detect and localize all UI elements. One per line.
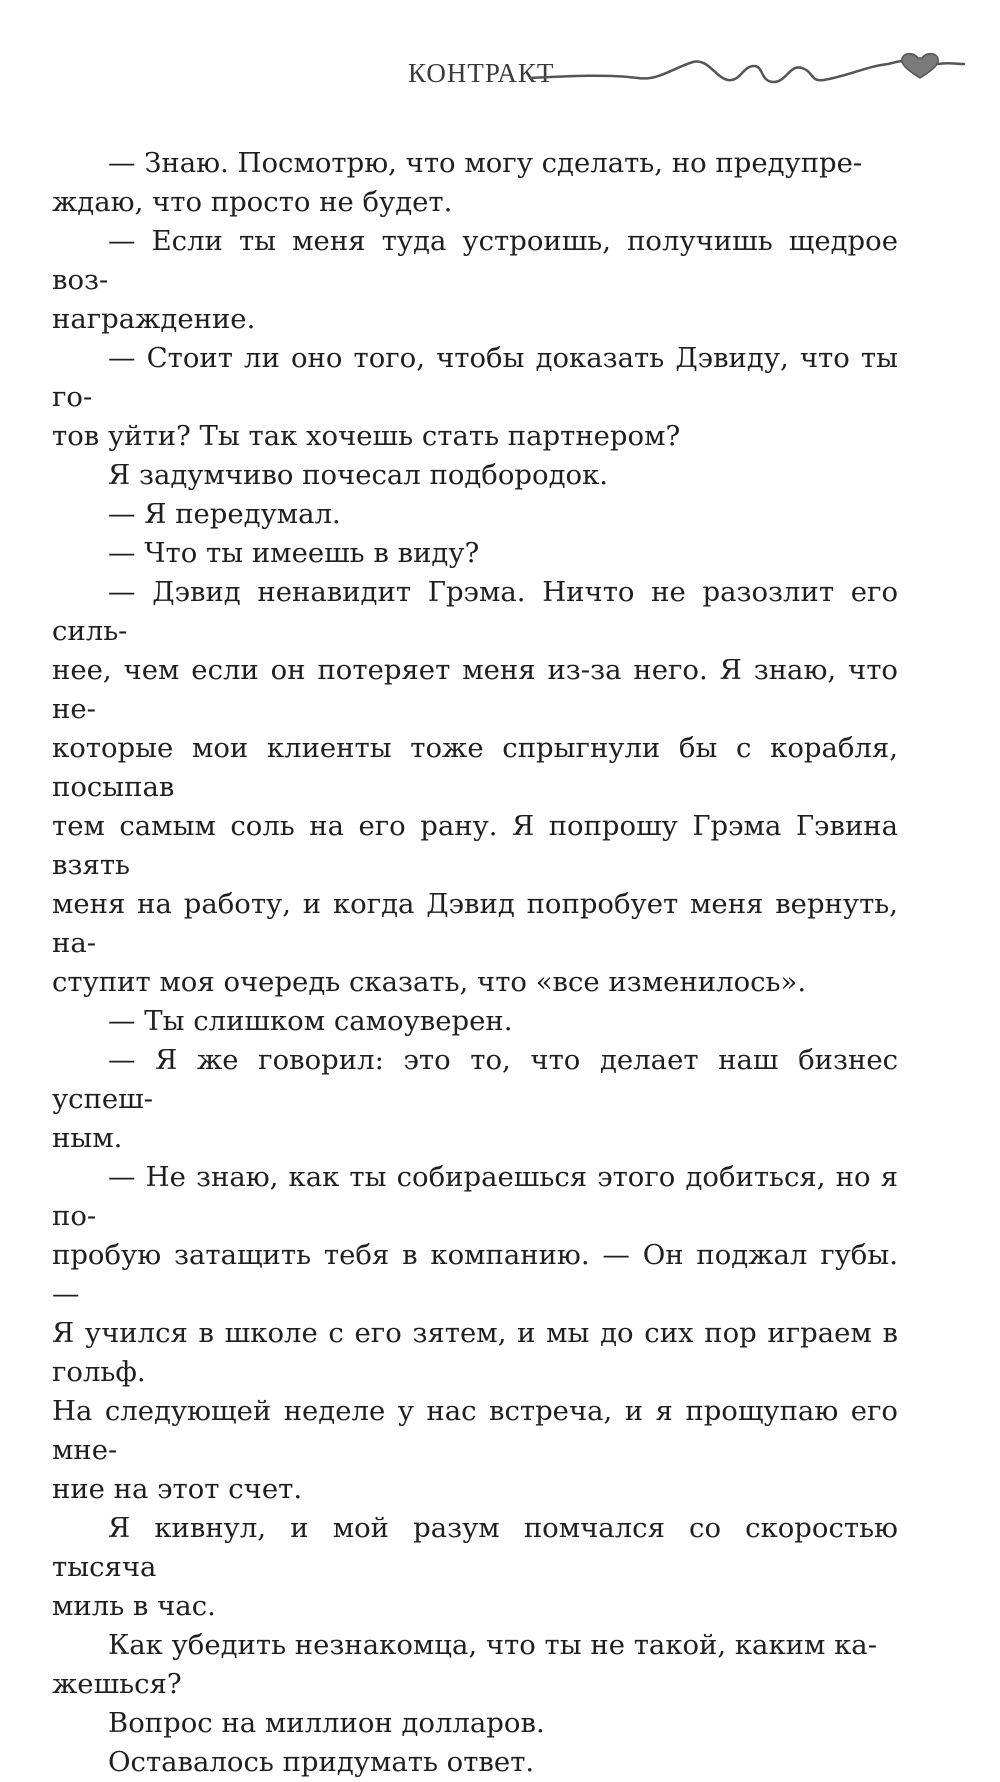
paragraph-13: Вопрос на миллион долларов. xyxy=(108,1707,545,1739)
paragraph-5: — Я передумал. xyxy=(108,498,341,530)
paragraph-3: — Стоит ли оно того, чтобы доказать Дэвиду, что ты го- тов уйти? Ты так хочешь стать партнером? xyxy=(52,342,898,452)
paragraph-8: — Ты слишком самоуверен. xyxy=(108,1005,513,1037)
paragraph-12: Как убедить незнакомца, что ты не такой, каким ка- жешься? xyxy=(52,1629,877,1700)
paragraph-7: — Дэвид ненавидит Грэма. Ничто не разозлит его силь- нее, чем если он потеряет меня из-за него. Я знаю, что не- которые мои клиенты тоже спрыгнули бы с корабля, посыпав тем самым соль на его рану. Я попрошу Грэма Гэвина взять меня на работу, и когда Дэвид попробует меня вернуть, на- ступит моя очередь сказать, что «все изменилось». xyxy=(52,576,898,998)
body-text xyxy=(52,144,898,1782)
paragraph-11: Я кивнул, и мой разум помчался со скоростью тысяча миль в час. xyxy=(52,1512,898,1622)
paragraph-10: — Не знаю, как ты собираешься этого добиться, но я по- пробую затащить тебя в компанию. — Он поджал губы. — Я учился в школе с его зятем, и мы до сих пор играем в гольф. На следующей неделе у нас встреча, и я прощупаю его мне- ние на этот счет. xyxy=(52,1161,898,1505)
paragraph-1: — Знаю. Посмотрю, что могу сделать, но предупре- ждаю, что просто не будет. xyxy=(52,147,863,218)
paragraph-14: Оставалось придумать ответ. xyxy=(108,1746,535,1778)
paragraph-6: — Что ты имеешь в виду? xyxy=(108,537,480,569)
paragraph-4: Я задумчиво почесал подбородок. xyxy=(108,459,608,491)
running-title: КОНТРАКТ xyxy=(408,58,555,88)
running-head xyxy=(0,48,1000,108)
squiggle-heart-ornament-icon xyxy=(528,48,988,108)
paragraph-2: — Если ты меня туда устроишь, получишь щедрое воз- награждение. xyxy=(52,225,898,335)
paragraph-9: — Я же говорил: это то, что делает наш бизнес успеш- ным. xyxy=(52,1044,898,1154)
